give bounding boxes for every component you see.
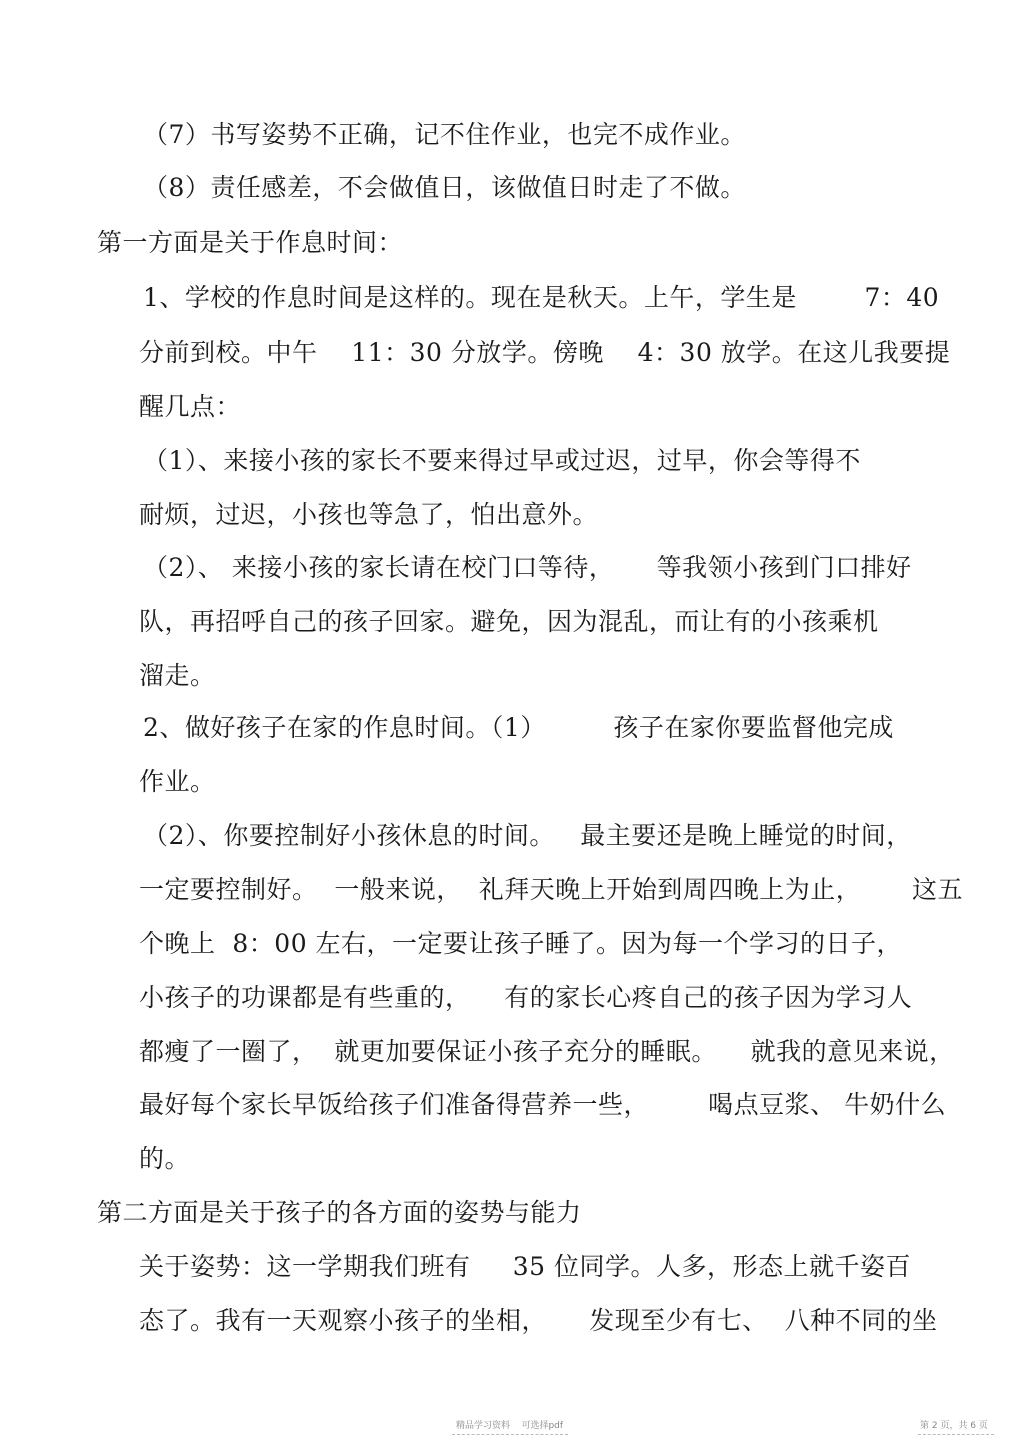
text-line-11: 溜走。: [139, 661, 216, 690]
footer-page-number: 第 2 页，共 6 页: [920, 1421, 988, 1431]
text-line-15: 一定要控制好。 一般来说， 礼拜天晚上开始到周四晚上为止， 这五: [139, 875, 963, 904]
section-heading-2: 第二方面是关于孩子的各方面的姿势与能力: [97, 1198, 582, 1227]
text-line-10: 队，再招呼自己的孩子回家。避免，因为混乱，而让有的小孩乘机: [139, 607, 879, 636]
text-line-14: （2）、你要控制好小孩休息的时间。 最主要还是晚上睡觉的时间，: [143, 821, 912, 850]
footer-divider-left: [452, 1434, 568, 1435]
text-line-18: 都瘦了一圈了， 就更加要保证小孩子充分的睡眠。 就我的意见来说，: [139, 1037, 955, 1066]
text-line-2: （8）责任感差，不会做值日，该做值日时走了不做。: [143, 173, 746, 202]
text-line-17: 小孩子的功课都是有些重的， 有的家长心疼自己的孩子因为学习人: [139, 983, 913, 1012]
text-line-23: 态了。我有一天观察小孩子的坐相， 发现至少有七、 八种不同的坐: [139, 1306, 938, 1335]
text-line-22: 关于姿势：这一学期我们班有 35 位同学。人多，形态上就千姿百: [139, 1252, 911, 1281]
text-line-4: 1、学校的作息时间是这样的。现在是秋天。上午，学生是 7：40: [143, 283, 940, 312]
text-line-5: 分前到校。中午 11：30 分放学。傍晚 4：30 放学。在这儿我要提: [139, 338, 951, 367]
text-line-20: 的。: [139, 1144, 191, 1173]
footer-divider-right: [918, 1434, 994, 1435]
text-line-9: （2）、 来接小孩的家长请在校门口等待， 等我领小孩到门口排好: [143, 553, 912, 582]
text-line-16: 个晚上 8：00 左右，一定要让孩子睡了。因为每一个学习的日子，: [139, 929, 903, 958]
text-line-8: 耐烦，过迟，小孩也等急了，怕出意外。: [139, 500, 599, 529]
text-line-6: 醒几点：: [139, 392, 242, 421]
text-line-1: （7）书写姿势不正确，记不住作业，也完不成作业。: [143, 120, 746, 149]
text-line-19: 最好每个家长早饭给孩子们准备得营养一些， 喝点豆浆、 牛奶什么: [139, 1090, 947, 1119]
text-line-12: 2、做好孩子在家的作息时间。（1） 孩子在家你要监督他完成: [143, 713, 894, 742]
section-heading-1: 第一方面是关于作息时间：: [97, 228, 404, 257]
text-line-7: （1）、来接小孩的家长不要来得过早或过迟，过早，你会等得不: [143, 446, 861, 475]
text-line-13: 作业。: [139, 767, 216, 796]
footer-watermark: 精品学习资料 可选择pdf: [456, 1421, 564, 1431]
